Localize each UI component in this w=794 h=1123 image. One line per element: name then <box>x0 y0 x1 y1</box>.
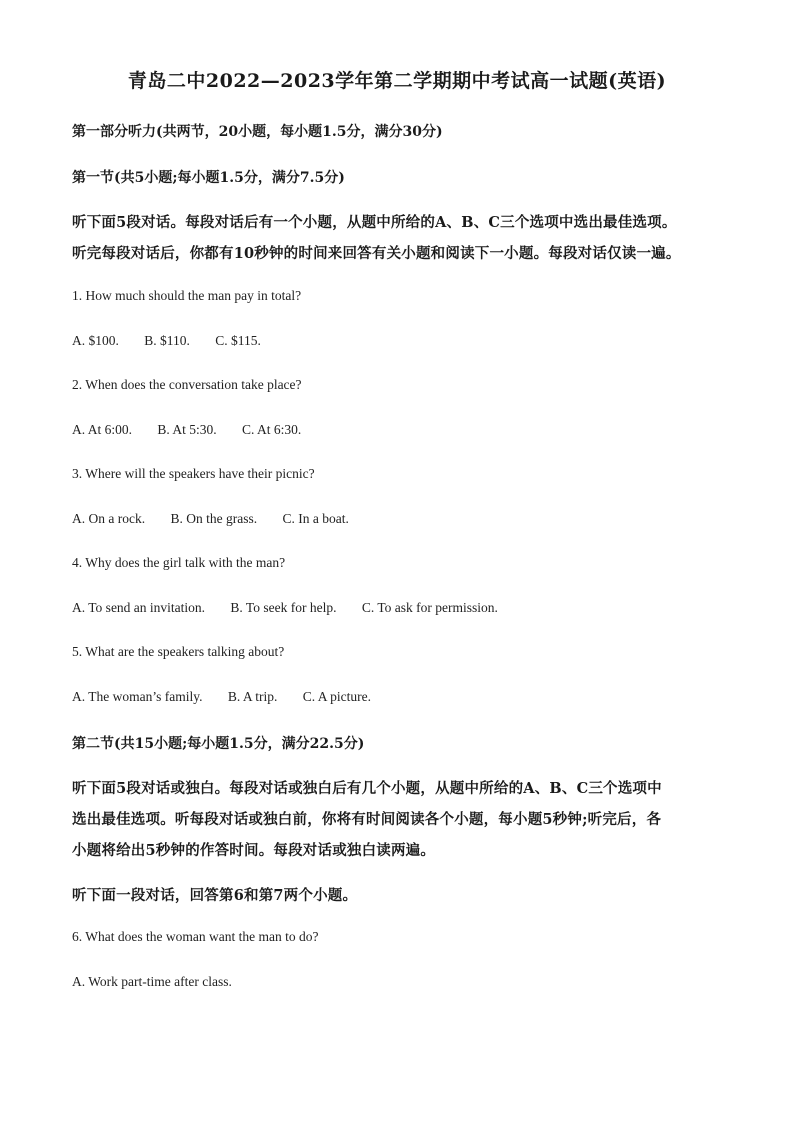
question-1: 1. How much should the man pay in total? <box>72 288 302 303</box>
question-2-option-b: B. At 5:30. <box>157 422 217 437</box>
question-2-option-c: C. At 6:30. <box>242 422 302 437</box>
question-3-options <box>72 511 732 527</box>
question-3-option-a: A. On a rock. <box>72 511 146 526</box>
section1-instruction-line-2: 听完每段对话后，你都有10秒钟的时间来回答有关小题和阅读下一小题。每段对话仅读一遍。 <box>72 245 681 262</box>
section2-heading: 第二节(共15小题;每小题1.5分，满分22.5分) <box>72 736 365 752</box>
question-2: 2. When does the conversation take place? <box>72 377 302 392</box>
question-3-option-c: C. In a boat. <box>282 511 349 526</box>
question-3: 3. Where will the speakers have their picnic? <box>72 466 315 481</box>
question-5-option-b: B. A trip. <box>227 689 278 704</box>
question-1-option-a: A. $100. <box>72 333 119 348</box>
question-4-option-a: A. To send an invitation. <box>72 600 206 615</box>
question-4-option-b: B. To seek for help. <box>230 600 337 615</box>
question-5-option-a: A. The woman’s family. <box>72 689 203 704</box>
dialogue-instruction: 听下面一段对话，回答第6和第7两个小题。 <box>72 887 358 904</box>
question-6-option-a: A. Work part-time after class. <box>72 974 232 989</box>
exam-title: 青岛二中2022—2023学年第二学期期中考试高一试题(英语) <box>127 70 667 92</box>
question-2-option-a: A. At 6:00. <box>72 422 133 437</box>
question-5-option-c: C. A picture. <box>302 689 371 704</box>
question-4-options <box>72 600 732 616</box>
section2-instruction-line-2: 选出最佳选项。听每段对话或独白前，你将有时间阅读各个小题，每小题5秒钟;听完后，各 <box>72 811 662 828</box>
question-5-options <box>72 689 732 705</box>
question-6: 6. What does the woman want the man to do? <box>72 929 319 944</box>
question-1-options <box>72 333 732 349</box>
section2-instruction-line-3: 小题将给出5秒钟的作答时间。每段对话或独白读两遍。 <box>72 842 436 859</box>
question-5: 5. What are the speakers talking about? <box>72 644 285 659</box>
question-4: 4. Why does the girl talk with the man? <box>72 555 286 570</box>
section2-instruction-line-1: 听下面5段对话或独白。每段对话或独白后有几个小题，从题中所给的A、B、C三个选项中 <box>72 780 662 797</box>
section1-heading: 第一节(共5小题;每小题1.5分，满分7.5分) <box>72 170 345 186</box>
question-4-option-c: C. To ask for permission. <box>361 600 498 615</box>
question-3-option-b: B. On the grass. <box>170 511 258 526</box>
part1-heading: 第一部分听力(共两节，20小题，每小题1.5分，满分30分) <box>72 124 443 140</box>
section1-instruction-line-1: 听下面5段对话。每段对话后有一个小题，从题中所给的A、B、C三个选项中选出最佳选项。 <box>72 214 677 231</box>
question-2-options <box>72 422 732 438</box>
question-1-option-b: B. $110. <box>144 333 190 348</box>
question-1-option-c: C. $115. <box>215 333 261 348</box>
